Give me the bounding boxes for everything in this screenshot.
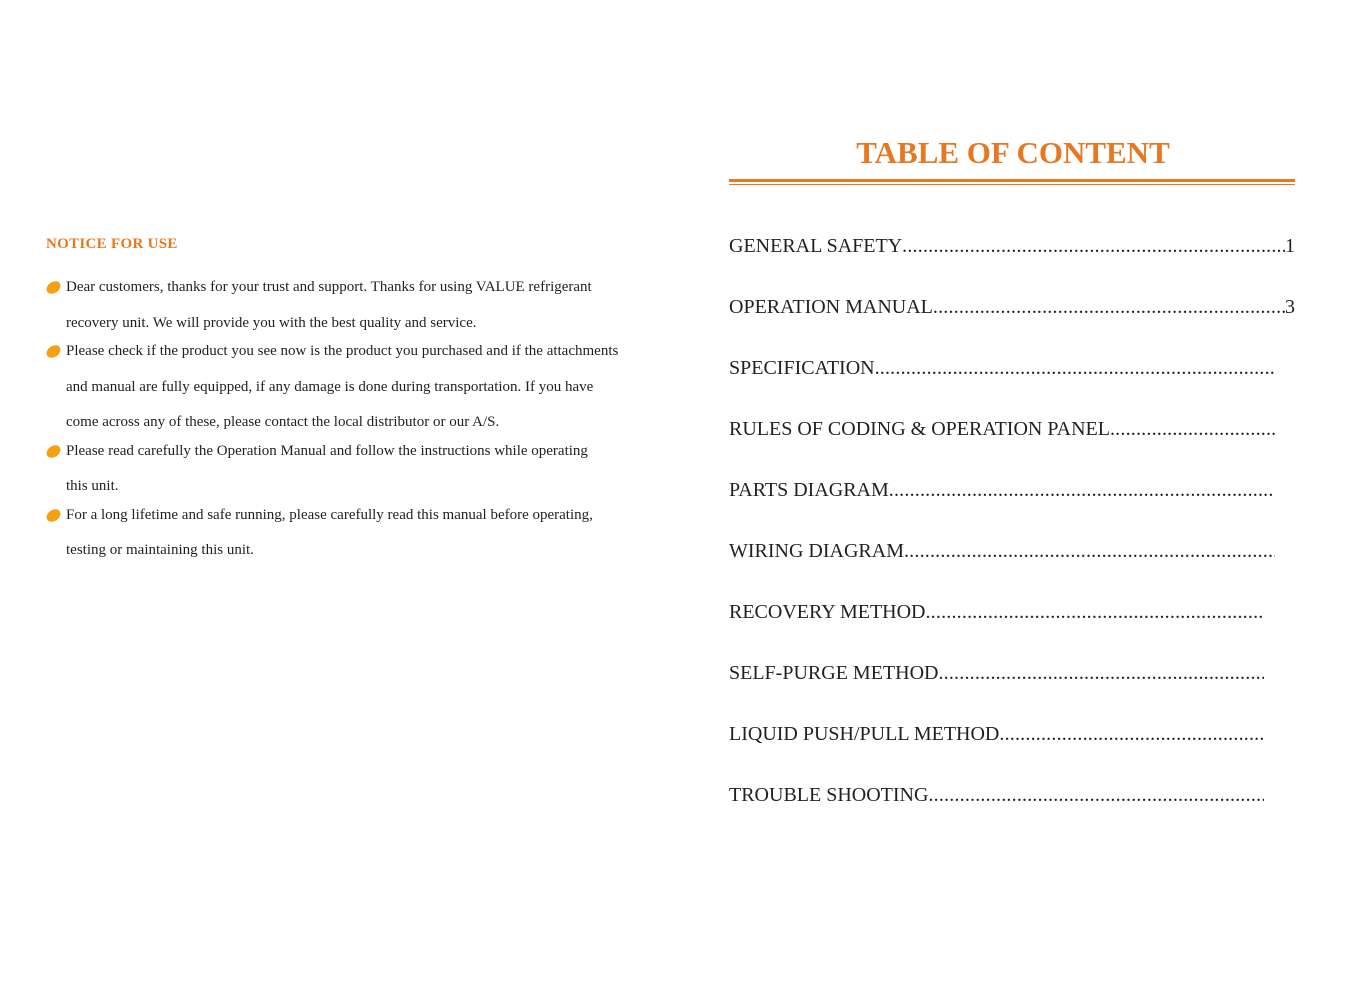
toc-entry-label: GENERAL SAFETY	[729, 235, 903, 257]
dot-leader	[904, 535, 1275, 567]
notice-line: For a long lifetime and safe running, please carefully read this manual before operating,	[66, 506, 593, 523]
notice-item	[46, 334, 666, 441]
notice-list	[46, 270, 666, 569]
notice-line: Please check if the product you see now is the product you purchased and if the attachments	[66, 343, 619, 359]
toc-entry-liquid-push-pull-method[interactable]	[729, 718, 1295, 779]
toc-list	[729, 230, 1295, 840]
dot-leader	[938, 657, 1264, 689]
toc-entry-parts-diagram[interactable]	[729, 474, 1295, 535]
toc-entry-recovery-method[interactable]	[729, 596, 1295, 657]
dot-leader	[1110, 413, 1275, 445]
dot-leader	[933, 291, 1285, 323]
notice-item	[46, 498, 666, 569]
notice-line: Dear customers, thanks for your trust and support. Thanks for using VALUE refrigerant	[66, 279, 592, 295]
notice-line: Please read carefully the Operation Manual and follow the instructions while operating	[66, 442, 588, 459]
toc-entry-label: SPECIFICATION	[729, 357, 875, 379]
toc-entry-label: TROUBLE SHOOTING	[729, 784, 929, 806]
toc-entry-label: OPERATION MANUAL	[729, 296, 933, 318]
notice-item	[46, 270, 666, 341]
toc-entry-page: 1	[1285, 235, 1295, 257]
bullet-icon	[44, 442, 63, 460]
dot-leader	[925, 596, 1264, 628]
toc-entry-label: LIQUID PUSH/PULL METHOD	[729, 723, 1000, 745]
toc-title: TABLE OF CONTENT	[856, 135, 1170, 170]
dot-leader	[875, 352, 1275, 384]
table-of-contents	[729, 130, 1295, 806]
notice-item	[46, 434, 666, 505]
notice-line: and manual are fully equipped, if any damage is done during transportation. If you have	[66, 378, 594, 395]
title-divider	[729, 179, 1295, 187]
bullet-icon	[44, 506, 63, 524]
toc-entry-page: 3	[1285, 296, 1295, 318]
toc-entry-label: RECOVERY METHOD	[729, 601, 926, 623]
notice-line: recovery unit. We will provide you with the best quality and service.	[66, 314, 477, 331]
toc-entry-general-safety[interactable]	[729, 230, 1295, 291]
toc-entry-wiring-diagram[interactable]	[729, 535, 1295, 596]
toc-entry-label: SELF-PURGE METHOD	[729, 662, 939, 684]
divider-thin-line	[729, 184, 1295, 185]
toc-entry-rules-of-coding[interactable]	[729, 413, 1295, 474]
notice-line: testing or maintaining this unit.	[66, 542, 254, 558]
dot-leader	[889, 474, 1275, 506]
bullet-icon	[44, 343, 63, 361]
toc-entry-operation-manual[interactable]	[729, 291, 1295, 352]
toc-entry-self-purge-method[interactable]	[729, 657, 1295, 718]
bullet-icon	[44, 279, 63, 297]
toc-entry-label: PARTS DIAGRAM	[729, 479, 889, 501]
toc-entry-label: RULES OF CODING & OPERATION PANEL	[729, 418, 1110, 440]
notice-line: this unit.	[66, 478, 119, 494]
dot-leader	[928, 779, 1264, 811]
notice-line: come across any of these, please contact the local distributor or our A/S.	[66, 414, 500, 430]
toc-entry-specification[interactable]	[729, 352, 1295, 413]
notice-section	[46, 234, 666, 569]
toc-entry-label: WIRING DIAGRAM	[729, 540, 904, 562]
dot-leader	[999, 718, 1264, 750]
dot-leader	[902, 230, 1285, 262]
notice-title: NOTICE FOR USE	[46, 236, 178, 252]
divider-thick-line	[729, 179, 1295, 182]
toc-entry-trouble-shooting[interactable]	[729, 779, 1295, 840]
